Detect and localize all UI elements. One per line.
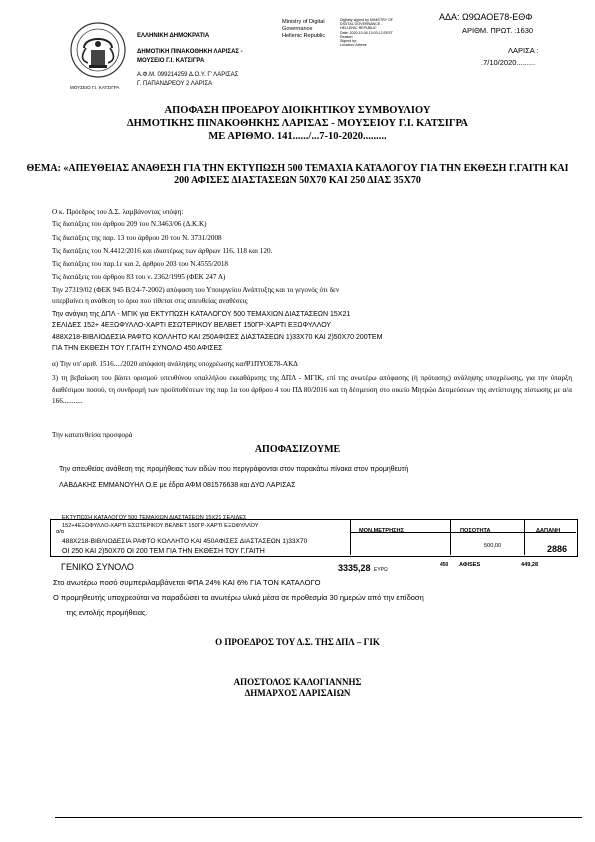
paragraph-3: 3) τη βεβαίωση του βάσει ορισμού υπευθύνου υπαλλήλου εκκαθάρισης της ΔΠΛ - ΜΓΙΚ, επί της ανωτέρω απόφασης (ή πρότασης) ανάληψης υποχρέωσης, για την ύπαρξη διαθέσιμου ποσού, τη συνδρομή των προϋποθέσεων της παρ 1α του άρθρου 4 του ΠΔ 80/2016 και τη δέσμευση στο οικείο Μητρώο Δεσμεύσεων της αντίστοιχης πίστωσης με α/α 166........... bbox=[52, 374, 572, 405]
signer-line: Hellenic Republic bbox=[282, 32, 326, 39]
preamble-item: Τις διατάξεις της παρ. 13 του άρθρου 20 του Ν. 3731/2008 bbox=[52, 234, 222, 242]
footer-divider bbox=[55, 817, 582, 818]
delivery-line: Ο προμηθευτής υποχρεούται να παραδώσει τα ανωτέρω υλικά μέσα σε προθεσμία 30 ημερών από την επίδοση bbox=[53, 593, 424, 602]
total-label: ΓΕΝΙΚΟ ΣΥΝΟΛΟ bbox=[61, 562, 134, 572]
signature-detail-line: HELLENIC REPUBLIC bbox=[340, 26, 377, 31]
preamble-item: Τις διατάξεις του άρθρου 83 του ν. 2362/1995 (ΦΕΚ 247 Α) bbox=[52, 273, 226, 281]
preamble-item: Τις διατάξεις του παρ.1ε και 2, άρθρου 203 του Ν.4555/2018 bbox=[52, 260, 229, 268]
col-cost-header: ΔΑΠΑΝΗ bbox=[536, 528, 561, 534]
signature-detail-line: Signed by: bbox=[340, 39, 357, 44]
need-line: 488Χ218-ΒΙΒΛΙΟΔΕΣΙΑ ΡΑΦΤΟ ΚΟΛΛΗΤΟ ΚΑΙ 250ΑΦΙΣΕΣ ΔΙΑΣΤΑΣΕΩΝ 1)33Χ70 ΚΑΙ 2)50Χ70 200ΤΕΜ bbox=[52, 334, 383, 341]
signature-detail-line: Reason: bbox=[340, 34, 354, 39]
issuer-line-1: ΕΛΛΗΝΙΚΗ ΔΗΜΟΚΡΑΤΙΑ bbox=[137, 33, 210, 39]
issuer-line-3: ΜΟΥΣΕΙΟ Γ.Ι. ΚΑΤΣΙΓΡΑ bbox=[137, 58, 205, 64]
tax-line: Α.Φ.Μ. 099214259 Δ.Ο.Υ. Γ' ΛΑΡΙΣΑΣ bbox=[137, 72, 239, 78]
preamble-item: υπερβαίνει η ανάθεση το όριο που τίθεται στις απευθείας αναθέσεις bbox=[52, 297, 248, 305]
decision-title-2: ΔΗΜΟΤΙΚΗΣ ΠΙΝΑΚΟΘΗΚΗΣ ΛΑΡΙΣΑΣ - ΜΟΥΣΕΙΟΥ Γ.Ι. ΚΑΤΣΙΓΡΑ bbox=[127, 118, 468, 129]
col-unit-header: ΜΟΝ.ΜΕΤΡΗΣΗΣ bbox=[359, 528, 404, 534]
table-caption-line: 152+4ΕΞΩΦΥΛΛΟ-ΧΑΡΤΙ ΕΣΩΤΕΡΙΚΟΥ ΒΕΛΒΕΤ 150ΓΡ-ΧΑΡΤΙ ΕΞΩΦΥΛΛΟΥ bbox=[62, 523, 259, 529]
decide-heading: ΑΠΟΦΑΣΙΖΟΥΜΕ bbox=[254, 444, 341, 455]
col-aa-header: α/α bbox=[56, 529, 65, 535]
table-caption-line: ΕΚΤΥΠΩΣΗ ΚΑΤΑΛΟΓΟΥ 500 ΤΕΜΑΧΙΩΝ ΔΙΑΣΤΑΣΕΩΝ 15Χ21 ΣΕΛΙΔΕΣ bbox=[62, 515, 247, 521]
total-amount: 3335,28 bbox=[338, 563, 371, 573]
ada-code: ΑΔΑ: Ω9ΩΑΟΕ78-ΕΘΦ bbox=[439, 12, 533, 22]
commitment-line: α) Την υπ' αριθ. 1516..../2020 απόφαση ανάληψης υποχρέωσης καιΨ1ΠΥΟΕ78-ΑΚΔ bbox=[52, 360, 298, 368]
total-cost: 449,28 bbox=[521, 562, 539, 568]
signature-detail-line: Location: Athens bbox=[340, 43, 367, 48]
signature-details bbox=[340, 18, 393, 47]
total-currency: ΕΥΡΩ bbox=[374, 567, 388, 573]
signer-line: Ministry of Digital bbox=[282, 19, 325, 25]
need-line: ΣΕΛΙΔΕΣ 152+ 4ΕΞΩΦΥΛΛΟ-ΧΑΡΤΙ ΕΣΩΤΕΡΙΚΟΥ ΒΕΛΒΕΤ 150ΓΡ-ΧΑΡΤΙ ΕΞΩΦΥΛΛΟΥ bbox=[52, 322, 332, 329]
subject-heading: ΘΕΜΑ: «ΑΠΕΥΘΕΙΑΣ ΑΝΑΘΕΣΗ ΓΙΑ ΤΗΝ ΕΚΤΥΠΩΣΗ 500 ΤΕΜΑΧΙΑ ΚΑΤΑΛΟΓΟΥ ΓΙΑ ΤΗΝ ΕΚΘΕΣΗ Γ.ΓΑΙΤΗ ΚΑΙ 200 ΑΦΙΣΕΣ ΔΙΑΣΤΑΣΕΩΝ 50Χ70 ΚΑΙ 250 ΔΙΑΣ 35Χ70 bbox=[26, 163, 569, 186]
preamble-item: Τις διατάξεις του Ν.4412/2016 και ιδιαιτέρως των άρθρων 116, 118 και 120. bbox=[52, 247, 273, 255]
decision-text: Την απευθείας ανάθεση της προμήθειας των ειδών που περιγράφονται στον παρακάτω πίνακα στον προμηθευτή bbox=[59, 466, 409, 473]
row1-cost: 2886 bbox=[547, 544, 568, 554]
row1-qty: 500,00 bbox=[484, 543, 502, 549]
signatory-role: ΔΗΜΑΡΧΟΣ ΛΑΡΙΣΑΙΩΝ bbox=[244, 688, 351, 698]
museum-logo bbox=[62, 20, 134, 90]
place-label: ΛΑΡΙΣΑ : bbox=[508, 46, 539, 55]
logo-emblem-icon bbox=[62, 20, 134, 90]
vat-note: Στο ανωτέρω ποσό συμπεριλαμβάνεται ΦΠΑ 24% ΚΑΙ 6% ΓΙΑ ΤΟΝ ΚΑΤΑΛΟΓΟ bbox=[53, 578, 321, 587]
row1-desc-line: ΟΙ 250 ΚΑΙ 2)50Χ70 ΟΙ 200 ΤΕΜ ΓΙΑ ΤΗΝ ΕΚΘΕΣΗ ΤΟΥ Γ.ΓΑΙΤΗ bbox=[62, 548, 265, 555]
address-line: Γ. ΠΑΠΑΝΔΡΕΟΥ 2 ΛΑΡΙΣΑ bbox=[137, 81, 213, 87]
signer-line: Governance bbox=[282, 25, 313, 32]
signature-detail-line: DIGITAL GOVERNANCE - bbox=[340, 22, 383, 27]
col-qty-header: ΠΟΣΟΤΗΤΑ bbox=[460, 528, 491, 534]
total-qty: 450 bbox=[440, 562, 449, 568]
delivery-line: της εντολής προμήθειας. bbox=[66, 608, 148, 617]
row1-desc-line: 488Χ218-ΒΙΒΛΙΟΔΕΣΙΑ ΡΑΦΤΟ ΚΟΛΛΗΤΟ ΚΑΙ 450ΑΦΙΣΕΣ ΔΙΑΣΤΑΣΕΩΝ 1)33Χ70 bbox=[62, 538, 308, 545]
signature-detail-line: Digitally signed by MINISTRY OF bbox=[340, 18, 393, 22]
preamble-intro: Ο κ. Πρόεδρος του Δ.Σ. λαμβάνοντας υπόψη: bbox=[52, 208, 184, 216]
need-line: Την ανάγκη της ΔΠΛ - ΜΓΙΚ για ΕΚΤΥΠΩΣΗ ΚΑΤΑΛΟΓΟΥ 500 ΤΕΜΑΧΙΩΝ ΔΙΑΣΤΑΣΕΩΝ 15Χ21 bbox=[52, 311, 351, 318]
president-title: Ο ΠΡΟΕΔΡΟΣ ΤΟΥ Δ.Σ. ΤΗΣ ΔΠΛ – ΓΙΚ bbox=[215, 637, 380, 647]
digital-signer bbox=[282, 19, 325, 39]
protocol-number: ΑΡΙΘΜ. ΠΡΩΤ. :1630 bbox=[462, 26, 534, 35]
signatory-name: ΑΠΟΣΤΟΛΟΣ ΚΑΛΟΓΙΑΝΝΗΣ bbox=[233, 677, 362, 687]
signature-detail-line: Date: 2020.10.08 13:03:12 EEST bbox=[340, 30, 393, 35]
decision-number: ΜΕ ΑΡΙΘΜΟ. 141....../...7-10-2020......... bbox=[208, 131, 387, 142]
supplier-line: ΛΑΒΔΑΚΗΣ ΕΜΜΑΝΟΥΗΛ Ο.Ε με έδρα ΑΦΜ 081576638 και ΔΥΟ ΛΑΡΙΣΑΣ bbox=[59, 482, 296, 489]
document-date: .7/10/2020......... bbox=[481, 58, 536, 67]
total-unit: ΑΦΙSES bbox=[459, 562, 481, 568]
need-line: ΓΙΑ ΤΗΝ ΕΚΘΕΣΗ ΤΟΥ Γ.ΓΑΙΤΗ ΣΥΝΟΛΟ 450 ΑΦΙΣΕΣ bbox=[52, 345, 223, 352]
logo-caption: ΜΟΥΣΕΙΟ Γ.Ι. ΚΑΤΣΙΓΡΑ bbox=[70, 85, 120, 90]
decision-title-1: ΑΠΟΦΑΣΗ ΠΡΟΕΔΡΟΥ ΔΙΟΙΚΗΤΙΚΟΥ ΣΥΜΒΟΥΛΙΟΥ bbox=[164, 105, 431, 116]
offer-line: Την κατατεθείσα προσφορά bbox=[52, 431, 133, 439]
preamble-item: Την 27319/02 (ΦΕΚ 945 Β/24-7-2002) απόφαση του Υπουργείου Ανάπτυξης και το γεγονός ότι δεν bbox=[52, 286, 340, 294]
preamble-item: Τις διατάξεις του άρθρου 209 του Ν.3463/06 (Δ.Κ.Κ) bbox=[52, 220, 207, 228]
issuer-line-2: ΔΗΜΟΤΙΚΗ ΠΙΝΑΚΟΘΗΚΗ ΛΑΡΙΣΑΣ - bbox=[137, 49, 243, 55]
